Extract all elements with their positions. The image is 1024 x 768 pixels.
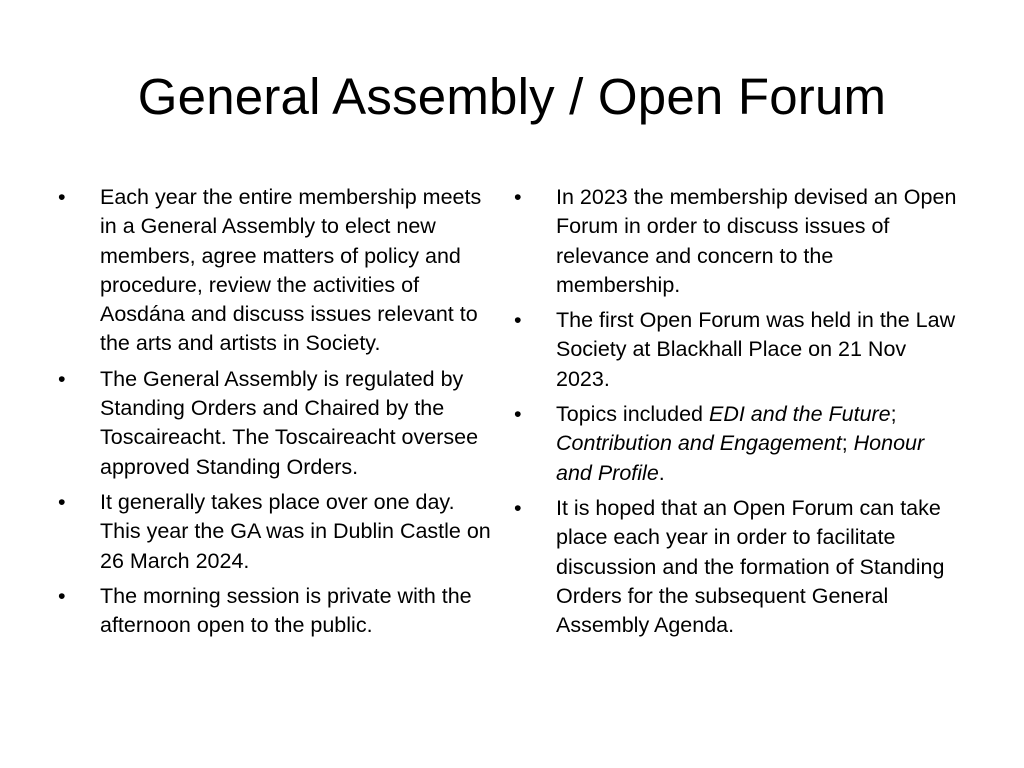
bullet-text: It generally takes place over one day. This year the GA was in Dublin Castle on 26 March 2024.: [100, 489, 491, 573]
list-item: [514, 306, 960, 394]
list-item: [58, 582, 498, 641]
topic-separator: ;: [890, 402, 897, 427]
list-item: [58, 183, 498, 359]
bullet-icon: •: [58, 583, 66, 608]
list-item: [514, 183, 960, 300]
bullet-icon: •: [58, 366, 66, 391]
topic-separator: ;: [841, 431, 848, 456]
list-item: [58, 365, 498, 482]
left-bullet-list: [58, 183, 498, 646]
slide-title: General Assembly / Open Forum: [137, 68, 887, 125]
bullet-icon: •: [514, 185, 522, 209]
bullet-icon: •: [514, 495, 522, 520]
bullet-text: The morning session is private with the afternoon open to the public.: [100, 583, 472, 638]
topics-end: .: [658, 460, 665, 485]
bullet-text: It is hoped that an Open Forum can take place each year in order to facilitate discussion and the formation of Standing Orders for the subsequent General Assembly Agenda.: [556, 495, 945, 638]
topic-honour: Honour and Profile: [556, 431, 925, 485]
bullet-icon: •: [514, 402, 522, 427]
right-bullet-list: [514, 183, 960, 646]
bullet-text: The first Open Forum was held in the Law Society at Blackhall Place on 21 Nov 2023.: [556, 308, 956, 391]
bullet-text: Each year the entire membership meets in a General Assembly to elect new members, agree matters of policy and procedure, review the activities of Aosdána and discuss issues relevant to the arts and artists in Society.: [100, 185, 482, 356]
topics-prefix: Topics included: [556, 402, 709, 427]
bullet-icon: •: [514, 308, 522, 333]
bullet-text-topics: [556, 400, 960, 488]
topic-edi: EDI and the Future: [708, 402, 891, 427]
list-item: [514, 400, 960, 488]
bullet-icon: •: [58, 489, 66, 514]
bullet-text: In 2023 the membership devised an Open Forum in order to discuss issues of relevance and concern to the membership.: [556, 185, 957, 297]
list-item: [514, 494, 960, 640]
list-item: [58, 488, 498, 576]
bullet-text: The General Assembly is regulated by Standing Orders and Chaired by the Toscaireacht. The Toscaireacht oversee approved Standing Orders.: [100, 366, 479, 479]
bullet-icon: •: [58, 185, 66, 209]
topic-contribution: Contribution and Engagement: [556, 431, 842, 456]
